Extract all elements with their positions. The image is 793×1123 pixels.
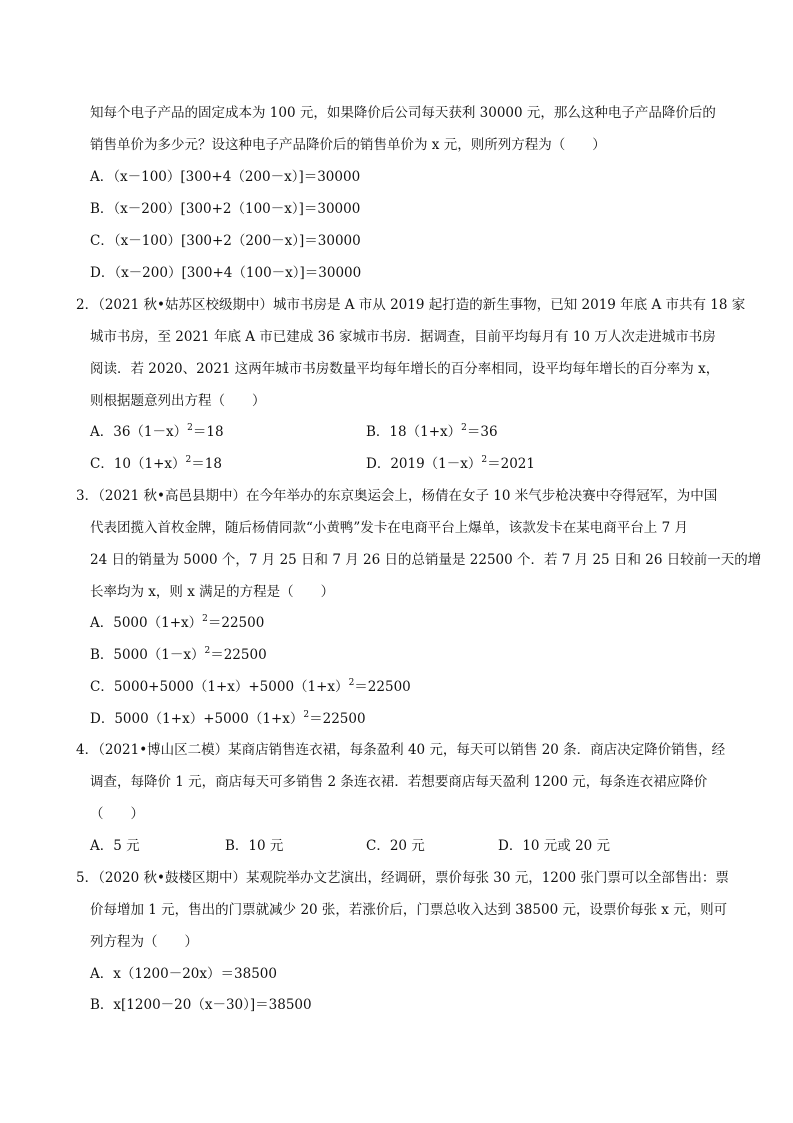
intro-option-c: C．（x－100）[300+2（200－x）]＝30000 xyxy=(90,233,361,249)
q2-option-c: C．$10(1+x)^2=18$ xyxy=(90,455,222,472)
q2-line-2: 城市书房，至 2021 年底 A 市已建成 36 家城市书房．据调查，目前平均每月有 10 万人次走进城市书房 xyxy=(90,329,716,345)
intro-option-b: B．（x－200）[300+2（100－x）]＝30000 xyxy=(90,201,361,217)
q3-option-c: C．$5000+5000(1+x)+5000(1+x)^2=22500$ xyxy=(90,678,411,695)
intro-line-1: 知每个电子产品的固定成本为 100 元，如果降价后公司每天获利 30000 元，那么这种电子产品降价后的 xyxy=(90,105,716,121)
q2-line-1: 2．（2021 秋•姑苏区校级期中）城市书房是 A 市从 2019 起打造的新生事物，已知 2019 年底 A 市共有 18 家 xyxy=(76,297,746,313)
q4-option-b: B．10 元 xyxy=(225,838,284,854)
q3-line-2: 代表团揽入首枚金牌，随后杨倩同款“小黄鸭”发卡在电商平台上爆单，该款发卡在某电商平台上 7 月 xyxy=(90,520,688,536)
q5-line-2: 价每增加 1 元，售出的门票就减少 20 张，若涨价后，门票总收入达到 38500 元，设票价每张 x 元，则可 xyxy=(90,902,728,918)
q3-line-1: 3．（2021 秋•高邑县期中）在今年举办的东京奥运会上，杨倩在女子 10 米气步枪决赛中夺得冠军，为中国 xyxy=(76,488,718,504)
q4-line-3: （ ） xyxy=(90,806,144,822)
q3-line-4: 长率均为 x，则 x 满足的方程是（ ） xyxy=(90,584,335,600)
q4-option-d: D．10 元或 20 元 xyxy=(498,838,611,854)
q2-option-b: B．$18(1+x)^2=36$ xyxy=(366,423,498,440)
intro-option-a: A．（x－100）[300+4（200－x）]＝30000 xyxy=(90,169,361,185)
intro-option-d: D．（x－200）[300+4（100－x）]＝30000 xyxy=(90,265,362,281)
q2-line-3: 阅读．若 2020、2021 这两年城市书房数量平均每年增长的百分率相同，设平均每年增长的百分率为 x， xyxy=(90,361,720,377)
q5-option-a: A．x（1200－20x）＝38500 xyxy=(90,966,277,982)
intro-line-2: 销售单价为多少元？设这种电子产品降价后的销售单价为 x 元，则所列方程为（ ） xyxy=(90,137,606,153)
q4-line-1: 4．（2021•博山区二模）某商店销售连衣裙，每条盈利 40 元，每天可以销售 20 条．商店决定降价销售，经 xyxy=(76,742,726,758)
q2-option-a: A．$36(1-x)^2=18$ xyxy=(90,423,224,440)
q3-line-3: 24 日的销量为 5000 个，7 月 25 日和 7 月 26 日的总销量是 22500 个．若 7 月 25 日和 26 日较前一天的增 xyxy=(90,552,762,568)
q3-option-a: A．$5000(1+x)^2=22500$ xyxy=(90,614,265,631)
q2-option-d: D．$2019(1-x)^2=2021$ xyxy=(366,455,535,472)
q5-line-1: 5．（2020 秋•鼓楼区期中）某观院举办文艺演出，经调研，票价每张 30 元，1200 张门票可以全部售出：票 xyxy=(76,870,729,886)
q5-line-3: 列方程为（ ） xyxy=(90,934,198,950)
q2-line-4: 则根据题意列出方程（ ） xyxy=(90,393,266,409)
q3-option-b: B．$5000(1-x)^2=22500$ xyxy=(90,646,267,663)
q3-option-d: D．$5000(1+x)+5000(1+x)^2=22500$ xyxy=(90,710,366,727)
q4-option-a: A．5 元 xyxy=(90,838,140,854)
q5-option-b: B．x[1200－20（x－30）]＝38500 xyxy=(90,997,312,1013)
q4-line-2: 调查，每降价 1 元，商店每天可多销售 2 条连衣裙．若想要商店每天盈利 1200 元，每条连衣裙应降价 xyxy=(90,774,708,790)
q4-option-c: C．20 元 xyxy=(366,838,425,854)
